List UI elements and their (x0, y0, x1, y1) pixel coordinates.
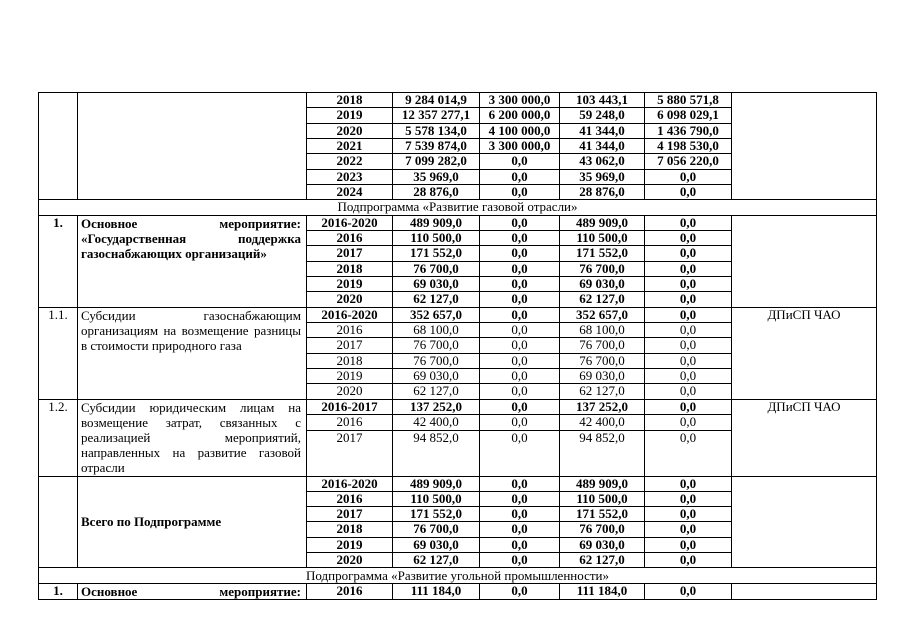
year-cell: 2017 (307, 430, 393, 476)
funding-source-c-cell: 5 880 571,8 (645, 93, 732, 108)
year-cell: 2017 (307, 507, 393, 522)
funding-source-c-cell: 0,0 (645, 476, 732, 491)
item-number (39, 93, 78, 200)
table-row (39, 307, 877, 322)
funding-source-a-cell: 3 300 000,0 (480, 93, 560, 108)
funding-source-a-cell: 0,0 (480, 338, 560, 353)
funding-source-b-cell: 171 552,0 (560, 246, 645, 261)
funding-source-b-cell: 59 248,0 (560, 108, 645, 123)
total-amount-cell: 171 552,0 (393, 507, 480, 522)
item-name-line: Субсидии газоснабжающим (81, 307, 301, 323)
total-amount-cell: 28 876,0 (393, 184, 480, 199)
funding-source-a-cell: 0,0 (480, 399, 560, 415)
funding-source-b-cell: 43 062,0 (560, 154, 645, 169)
total-amount-cell: 110 500,0 (393, 491, 480, 506)
total-amount-cell: 111 184,0 (393, 583, 480, 599)
subprogram-header-row (39, 568, 877, 583)
year-cell: 2016 (307, 583, 393, 599)
subprogram-header: Подпрограмма «Развитие газовой отрасли» (39, 200, 877, 215)
total-amount-cell: 171 552,0 (393, 246, 480, 261)
funding-source-c-cell: 1 436 790,0 (645, 123, 732, 138)
year-cell: 2020 (307, 292, 393, 307)
item-number (39, 476, 78, 568)
funding-source-c-cell: 0,0 (645, 261, 732, 276)
funding-source-a-cell: 0,0 (480, 230, 560, 245)
total-amount-cell: 76 700,0 (393, 353, 480, 368)
subprogram-header-row (39, 200, 877, 215)
total-amount-cell: 62 127,0 (393, 384, 480, 399)
funding-source-b-cell: 76 700,0 (560, 353, 645, 368)
funding-source-a-cell: 0,0 (480, 292, 560, 307)
funding-source-c-cell: 6 098 029,1 (645, 108, 732, 123)
total-amount-cell: 5 578 134,0 (393, 123, 480, 138)
funding-source-b-cell: 489 909,0 (560, 476, 645, 491)
funding-source-a-cell: 0,0 (480, 415, 560, 431)
table-row (39, 399, 877, 415)
funding-source-c-cell: 0,0 (645, 169, 732, 184)
total-amount-cell: 69 030,0 (393, 276, 480, 291)
year-cell: 2019 (307, 537, 393, 552)
funding-source-a-cell: 6 200 000,0 (480, 108, 560, 123)
funding-source-b-cell: 352 657,0 (560, 307, 645, 322)
funding-source-a-cell: 0,0 (480, 491, 560, 506)
year-cell: 2016 (307, 491, 393, 506)
funding-source-a-cell: 0,0 (480, 522, 560, 537)
funding-source-c-cell: 0,0 (645, 307, 732, 322)
funding-source-b-cell: 28 876,0 (560, 184, 645, 199)
funding-source-b-cell: 62 127,0 (560, 384, 645, 399)
funding-source-c-cell: 0,0 (645, 522, 732, 537)
year-cell: 2019 (307, 108, 393, 123)
responsible-executor (732, 215, 877, 307)
funding-source-a-cell: 0,0 (480, 215, 560, 230)
total-amount-cell: 68 100,0 (393, 322, 480, 337)
total-amount-cell: 69 030,0 (393, 537, 480, 552)
funding-source-b-cell: 110 500,0 (560, 491, 645, 506)
funding-source-b-cell: 137 252,0 (560, 399, 645, 415)
year-cell: 2019 (307, 368, 393, 383)
responsible-executor (732, 93, 877, 200)
item-name-line: Основное мероприятие: (81, 215, 301, 231)
total-amount-cell: 69 030,0 (393, 368, 480, 383)
total-amount-cell: 352 657,0 (393, 307, 480, 322)
funding-source-c-cell: 0,0 (645, 215, 732, 230)
funding-source-c-cell: 0,0 (645, 246, 732, 261)
responsible-executor: ДПиСП ЧАО (732, 307, 877, 399)
funding-source-c-cell: 0,0 (645, 507, 732, 522)
year-cell: 2018 (307, 353, 393, 368)
year-cell: 2020 (307, 384, 393, 399)
total-amount-cell: 76 700,0 (393, 338, 480, 353)
year-cell: 2024 (307, 184, 393, 199)
funding-source-a-cell: 0,0 (480, 322, 560, 337)
funding-source-c-cell: 0,0 (645, 353, 732, 368)
year-cell: 2016-2020 (307, 307, 393, 322)
year-cell: 2019 (307, 276, 393, 291)
total-amount-cell: 489 909,0 (393, 476, 480, 491)
year-cell: 2017 (307, 338, 393, 353)
funding-source-b-cell: 111 184,0 (560, 583, 645, 599)
year-cell: 2016-2017 (307, 399, 393, 415)
total-amount-cell: 35 969,0 (393, 169, 480, 184)
funding-source-a-cell: 0,0 (480, 507, 560, 522)
item-name-line: Субсидии юридическим лицам на (81, 399, 301, 415)
funding-source-a-cell: 0,0 (480, 246, 560, 261)
item-name-line: направленных на развитие газовой (81, 445, 301, 461)
table-row (39, 93, 877, 108)
funding-source-a-cell: 0,0 (480, 476, 560, 491)
total-amount-cell: 62 127,0 (393, 292, 480, 307)
year-cell: 2018 (307, 93, 393, 108)
funding-source-b-cell: 69 030,0 (560, 537, 645, 552)
funding-source-c-cell: 0,0 (645, 230, 732, 245)
total-amount-cell: 76 700,0 (393, 261, 480, 276)
total-amount-cell: 137 252,0 (393, 399, 480, 415)
year-cell: 2016-2020 (307, 215, 393, 230)
funding-source-c-cell: 0,0 (645, 399, 732, 415)
total-amount-cell: 76 700,0 (393, 522, 480, 537)
item-name (78, 93, 307, 200)
funding-source-c-cell: 0,0 (645, 276, 732, 291)
funding-source-c-cell: 0,0 (645, 415, 732, 431)
funding-source-c-cell: 0,0 (645, 430, 732, 476)
item-name-line: отрасли (81, 460, 125, 476)
funding-source-a-cell: 0,0 (480, 583, 560, 599)
year-cell: 2020 (307, 123, 393, 138)
funding-source-b-cell: 76 700,0 (560, 522, 645, 537)
funding-source-a-cell: 0,0 (480, 169, 560, 184)
year-cell: 2018 (307, 261, 393, 276)
document-page (38, 92, 877, 600)
table-row (39, 583, 877, 599)
subprogram-header: Подпрограмма «Развитие угольной промышленности» (39, 568, 877, 583)
year-cell: 2020 (307, 553, 393, 568)
total-amount-cell: 42 400,0 (393, 415, 480, 431)
funding-source-a-cell: 0,0 (480, 353, 560, 368)
funding-source-b-cell: 35 969,0 (560, 169, 645, 184)
funding-source-b-cell: 110 500,0 (560, 230, 645, 245)
table-row (39, 476, 877, 491)
total-amount-cell: 94 852,0 (393, 430, 480, 476)
total-amount-cell: 7 539 874,0 (393, 138, 480, 153)
funding-source-a-cell: 3 300 000,0 (480, 138, 560, 153)
funding-source-c-cell: 4 198 530,0 (645, 138, 732, 153)
funding-source-a-cell: 0,0 (480, 154, 560, 169)
year-cell: 2016 (307, 322, 393, 337)
funding-source-a-cell: 0,0 (480, 368, 560, 383)
item-name-line: в стоимости природного газа (81, 337, 242, 353)
item-name-line: «Государственная поддержка (81, 230, 301, 246)
funding-source-c-cell: 0,0 (645, 537, 732, 552)
funding-source-a-cell: 0,0 (480, 430, 560, 476)
year-cell: 2016-2020 (307, 476, 393, 491)
funding-source-b-cell: 42 400,0 (560, 415, 645, 431)
year-cell: 2016 (307, 230, 393, 245)
item-name-line: организациям на возмещение разницы (81, 322, 301, 338)
table-row (39, 215, 877, 230)
item-name-line: Всего по Подпрограмме (81, 514, 222, 530)
responsible-executor (732, 583, 877, 599)
funding-source-b-cell: 103 443,1 (560, 93, 645, 108)
budget-table-body (39, 93, 877, 600)
funding-source-b-cell: 76 700,0 (560, 261, 645, 276)
funding-source-b-cell: 41 344,0 (560, 138, 645, 153)
funding-source-b-cell: 69 030,0 (560, 276, 645, 291)
total-amount-cell: 110 500,0 (393, 230, 480, 245)
funding-source-a-cell: 0,0 (480, 307, 560, 322)
funding-source-b-cell: 171 552,0 (560, 507, 645, 522)
funding-source-a-cell: 0,0 (480, 184, 560, 199)
year-cell: 2023 (307, 169, 393, 184)
total-amount-cell: 62 127,0 (393, 553, 480, 568)
funding-source-c-cell: 0,0 (645, 292, 732, 307)
funding-source-c-cell: 0,0 (645, 491, 732, 506)
funding-source-c-cell: 7 056 220,0 (645, 154, 732, 169)
funding-source-c-cell: 0,0 (645, 338, 732, 353)
item-number: 1. (39, 215, 78, 307)
funding-source-b-cell: 62 127,0 (560, 292, 645, 307)
funding-source-a-cell: 4 100 000,0 (480, 123, 560, 138)
year-cell: 2021 (307, 138, 393, 153)
funding-source-a-cell: 0,0 (480, 261, 560, 276)
total-amount-cell: 7 099 282,0 (393, 154, 480, 169)
year-cell: 2018 (307, 522, 393, 537)
budget-table (38, 92, 877, 600)
funding-source-c-cell: 0,0 (645, 384, 732, 399)
item-name (78, 307, 307, 399)
funding-source-a-cell: 0,0 (480, 553, 560, 568)
funding-source-c-cell: 0,0 (645, 184, 732, 199)
item-name (78, 583, 307, 599)
item-name-line: реализацией мероприятий, (81, 429, 301, 445)
funding-source-b-cell: 41 344,0 (560, 123, 645, 138)
total-amount-cell: 9 284 014,9 (393, 93, 480, 108)
funding-source-a-cell: 0,0 (480, 537, 560, 552)
funding-source-b-cell: 489 909,0 (560, 215, 645, 230)
item-number: 1. (39, 583, 78, 599)
item-number: 1.2. (39, 399, 78, 476)
funding-source-b-cell: 68 100,0 (560, 322, 645, 337)
funding-source-b-cell: 94 852,0 (560, 430, 645, 476)
funding-source-c-cell: 0,0 (645, 553, 732, 568)
item-name (78, 476, 307, 568)
item-name (78, 215, 307, 307)
funding-source-b-cell: 62 127,0 (560, 553, 645, 568)
funding-source-c-cell: 0,0 (645, 368, 732, 383)
item-number: 1.1. (39, 307, 78, 399)
total-amount-cell: 12 357 277,1 (393, 108, 480, 123)
year-cell: 2017 (307, 246, 393, 261)
item-name (78, 399, 307, 476)
funding-source-a-cell: 0,0 (480, 384, 560, 399)
funding-source-c-cell: 0,0 (645, 583, 732, 599)
funding-source-b-cell: 76 700,0 (560, 338, 645, 353)
funding-source-a-cell: 0,0 (480, 276, 560, 291)
item-name-line: возмещение затрат, связанных с (81, 414, 301, 430)
year-cell: 2022 (307, 154, 393, 169)
item-name-line: Основное мероприятие: (81, 583, 301, 599)
responsible-executor: ДПиСП ЧАО (732, 399, 877, 476)
responsible-executor (732, 476, 877, 568)
year-cell: 2016 (307, 415, 393, 431)
item-name-line: газоснабжающих организаций» (81, 246, 267, 261)
funding-source-b-cell: 69 030,0 (560, 368, 645, 383)
funding-source-c-cell: 0,0 (645, 322, 732, 337)
total-amount-cell: 489 909,0 (393, 215, 480, 230)
